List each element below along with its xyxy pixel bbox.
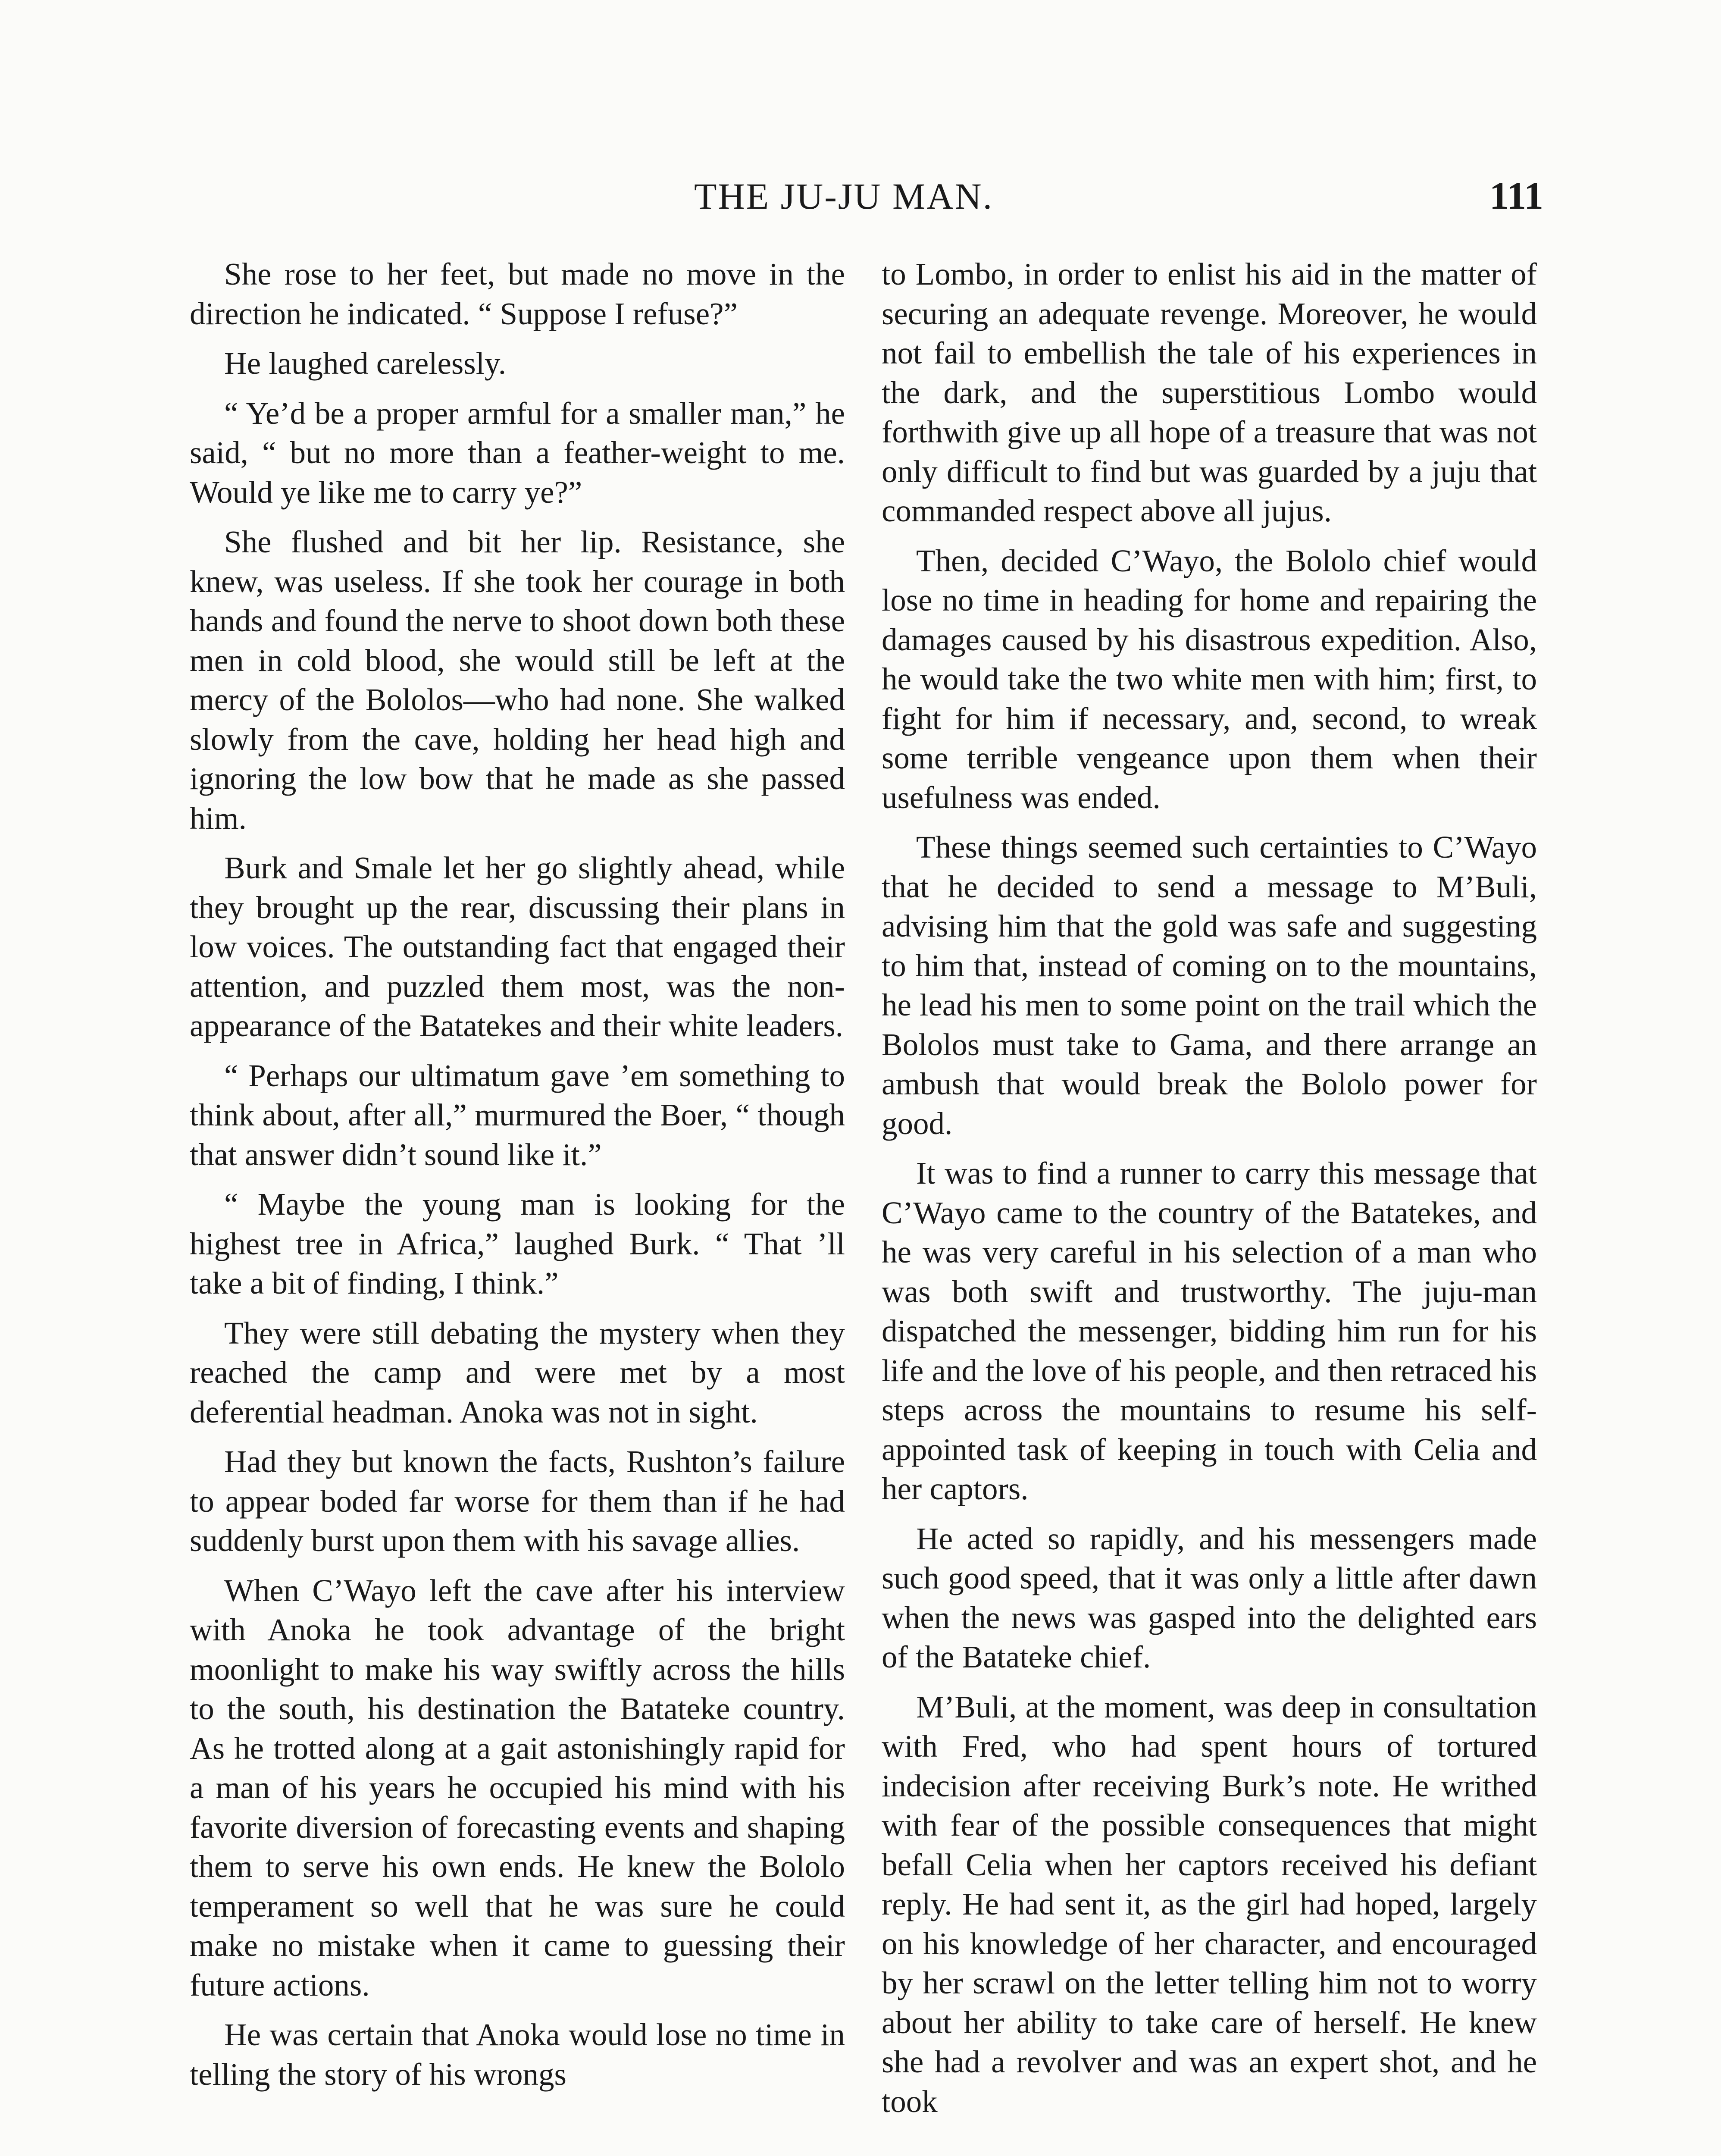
paragraph: She rose to her feet, but made no move in the direction he indicated. “ Suppose I refuse?” <box>190 257 845 331</box>
paragraph: These things seemed such certainties to C’Wayo that he decided to send a message to M’Buli, advising him that the gold was safe and suggesting to him that, instead of coming on to the mountains, he lead his men to some point on the trail which the Bololos must take to Gama, and there arrange an ambush that would break the Bololo power for good. <box>882 830 1537 1141</box>
page-number: 111 <box>1489 175 1543 217</box>
paragraph: He laughed carelessly. <box>224 346 507 381</box>
right-column <box>882 254 1537 2131</box>
paragraph: It was to find a runner to carry this message that C’Wayo came to the country of the Batatekes, and he was very careful in his selection of a man who was both swift and trustworthy. The juju-man dispatched the messenger, bidding him run for his life and the love of his people, and then retraced his steps across the mountains to resume his self-appointed task of keeping in touch with Celia and her captors. <box>882 1156 1537 1506</box>
paragraph: Had they but known the facts, Rushton’s failure to appear boded far worse for them than if he had suddenly burst upon them with his savage allies. <box>190 1444 845 1558</box>
paragraph: Then, decided C’Wayo, the Bololo chief would lose no time in heading for home and repairing the damages caused by his disastrous expedition. Also, he would take the two white men with him; first, to fight for him if necessary, and, second, to wreak some terrible vengeance upon them when their usefulness was ended. <box>882 543 1537 815</box>
paragraph: When C’Wayo left the cave after his interview with Anoka he took advantage of the bright moonlight to make his way swiftly across the hills to the south, his destination the Batateke country. As he trotted along at a gait astonishingly rapid for a man of his years he occupied his mind with his favorite diversion of forecasting events and shaping them to serve his own ends. He knew the Bololo temperament so well that he was sure he could make no mistake when it came to guessing their future actions. <box>190 1573 845 2002</box>
paragraph: to Lombo, in order to enlist his aid in the matter of securing an adequate revenge. Moreover, he would not fail to embellish the tale of his experiences in the dark, and the superstitious Lombo would forthwith give up all hope of a treasure that was not only difficult to find but was guarded by a juju that commanded respect above all jujus. <box>882 257 1537 528</box>
paragraph: He acted so rapidly, and his messengers made such good speed, that it was only a little after dawn when the news was gasped into the delighted ears of the Batateke chief. <box>882 1521 1537 1674</box>
running-title: THE JU-JU MAN. <box>694 175 994 217</box>
paragraph: “ Ye’d be a proper armful for a smaller man,” he said, “ but no more than a feather-weight to me. Would ye like me to carry ye?” <box>190 395 845 510</box>
paragraph: She flushed and bit her lip. Resistance, she knew, was useless. If she took her courage in both hands and found the nerve to shoot down both these men in cold blood, she would still be left at the mercy of the Bololos—who had none. She walked slowly from the cave, holding her head high and ignoring the low bow that he made as she passed him. <box>190 524 845 836</box>
paragraph: Burk and Smale let her go slightly ahead, while they brought up the rear, discussing their plans in low voices. The outstanding fact that engaged their attention, and puzzled them most, was the non-appearance of the Batatekes and their white leaders. <box>190 850 845 1043</box>
paragraph: M’Buli, at the moment, was deep in consultation with Fred, who had spent hours of tortured indecision after receiving Burk’s note. He writhed with fear of the possible consequences that might befall Celia when her captors received his defiant reply. He had sent it, as the girl had hoped, largely on his knowledge of her character, and encouraged by her scrawl on the letter telling him not to worry about her ability to take care of herself. He knew she had a revolver and was an expert shot, and he took <box>882 1689 1537 2119</box>
page-header <box>0 170 1721 231</box>
left-column <box>190 254 845 2104</box>
paragraph: He was certain that Anoka would lose no time in telling the story of his wrongs <box>190 2017 845 2092</box>
paragraph: “ Perhaps our ultimatum gave ’em something to think about, after all,” murmured the Boer, “ though that answer didn’t sound like it.” <box>190 1058 845 1172</box>
paragraph: “ Maybe the young man is looking for the highest tree in Africa,” laughed Burk. “ That ’ll take a bit of finding, I think.” <box>190 1187 845 1300</box>
paragraph: They were still debating the mystery when they reached the camp and were met by a most deferential headman. Anoka was not in sight. <box>190 1315 845 1429</box>
